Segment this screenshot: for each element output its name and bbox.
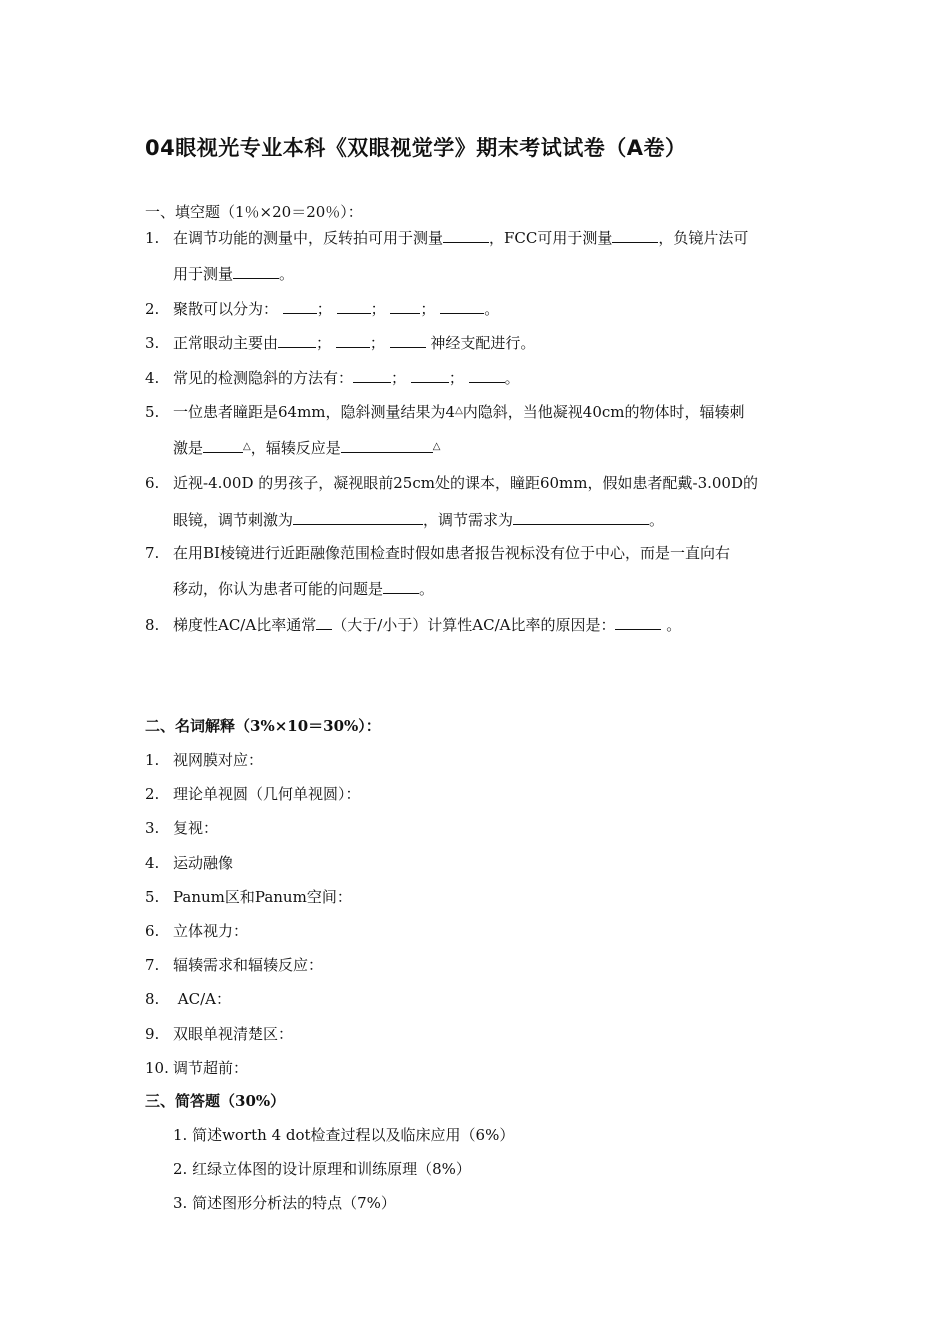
term-text: 运动融像 <box>173 853 234 872</box>
question-text: 眼镜，调节刺激为 <box>173 511 294 529</box>
blank[interactable] <box>233 263 279 279</box>
question-text: ，辐辏反应是 <box>250 439 341 457</box>
term-number: 9. <box>145 1024 160 1043</box>
blank[interactable] <box>612 227 658 243</box>
blank[interactable] <box>513 509 649 525</box>
question-4 <box>145 367 810 388</box>
term-item <box>145 783 810 804</box>
question-text: ，负镜片法可 <box>658 229 749 247</box>
blank[interactable] <box>383 578 419 594</box>
blank[interactable] <box>390 332 426 348</box>
term-item <box>145 749 810 770</box>
term-number: 1. <box>145 751 160 769</box>
blank[interactable] <box>615 614 661 630</box>
question-text: 在用BI棱镜进行近距融像范围检查时假如患者报告视标没有位于中心，而是一直向右 <box>173 544 730 562</box>
blank[interactable] <box>443 227 489 243</box>
term-number: 8. <box>145 990 160 1009</box>
question-text: 移动，你认为患者可能的问题是 <box>173 580 384 598</box>
question-number: 7. <box>145 544 160 562</box>
term-text: 双眼单视清楚区： <box>173 1024 294 1043</box>
term-item <box>145 988 810 1009</box>
section-heading-short-answer: 三、简答题（30%） <box>145 1092 286 1110</box>
question-text: 用于测量 <box>173 265 234 283</box>
question-text: 内隐斜，当他凝视40cm的物体时，辐辏刺 <box>462 403 745 421</box>
term-text: 视网膜对应： <box>173 751 264 769</box>
separator: ； <box>448 369 464 387</box>
question-text: 正常眼动主要由 <box>173 334 279 352</box>
question-text: 。 <box>484 300 500 318</box>
term-number: 6. <box>145 922 160 940</box>
term-text: 辐辏需求和辐辏反应： <box>173 956 324 975</box>
blank[interactable] <box>411 367 449 383</box>
prism-diopter-symbol: △ <box>432 441 441 452</box>
separator: ； <box>420 300 436 318</box>
question-6 <box>145 472 810 493</box>
blank[interactable] <box>341 437 433 453</box>
blank[interactable] <box>336 332 370 348</box>
blank[interactable] <box>278 332 316 348</box>
term-text: 复视： <box>173 819 219 838</box>
term-item <box>145 1023 810 1044</box>
question-number: 2. <box>145 300 160 318</box>
term-text: AC/A： <box>173 990 231 1009</box>
question-text: 梯度性AC/A比率通常 <box>173 616 317 634</box>
term-item <box>145 954 810 975</box>
question-text: 一位患者瞳距是64mm，隐斜测量结果为4 <box>173 403 456 421</box>
term-number: 5. <box>145 887 160 906</box>
question-number: 5. <box>145 403 160 421</box>
separator: ； <box>316 300 332 318</box>
question-text: 。 <box>504 369 520 387</box>
section-heading-terms: 二、名词解释（3%×10＝30%）： <box>145 717 381 735</box>
question-1 <box>145 227 810 248</box>
question-2 <box>145 298 810 319</box>
term-item <box>145 886 810 907</box>
separator: ； <box>370 300 386 318</box>
question-1-cont <box>173 263 294 284</box>
question-number: 1. <box>145 229 160 247</box>
term-text: 立体视力： <box>173 922 249 940</box>
question-text: 。 <box>279 265 295 283</box>
question-text: 。 <box>419 580 435 598</box>
question-number: 6. <box>145 474 160 492</box>
blank[interactable] <box>293 509 423 525</box>
separator: ； <box>391 369 407 387</box>
question-7 <box>145 542 810 563</box>
question-7-cont <box>173 578 434 599</box>
question-number: 3. <box>145 334 160 352</box>
question-text: 。 <box>649 511 665 529</box>
term-text: 理论单视圆（几何单视圆）： <box>173 785 361 804</box>
question-5 <box>145 401 810 422</box>
blank[interactable] <box>353 367 391 383</box>
blank[interactable] <box>337 298 371 314</box>
question-8 <box>145 614 810 635</box>
term-number: 7. <box>145 956 160 975</box>
question-text: ，调节需求为 <box>423 511 514 529</box>
question-text: 激是 <box>173 439 204 457</box>
short-answer-item: 3. 简述图形分析法的特点（7%） <box>173 1194 396 1212</box>
question-text: 近视-4.00D 的男孩子，凝视眼前25cm处的课本，瞳距60mm，假如患者配戴-3.00D的 <box>173 474 759 492</box>
section-heading-fill-blank: 一、填空题（1％×20＝20％）： <box>145 203 363 221</box>
question-text: （大于/小于）计算性AC/A比率的原因是： <box>332 616 616 634</box>
question-5-cont <box>173 437 440 458</box>
term-number: 2. <box>145 785 160 804</box>
separator: ； <box>369 334 385 352</box>
question-number: 4. <box>145 369 160 387</box>
blank[interactable] <box>390 298 420 314</box>
question-text: 常见的检测隐斜的方法有： <box>173 369 354 387</box>
term-item <box>145 1057 810 1078</box>
question-3 <box>145 332 810 353</box>
question-text: 神经支配进行。 <box>430 334 536 352</box>
short-answer-item: 2. 红绿立体图的设计原理和训练原理（8%） <box>173 1160 471 1178</box>
term-number: 10. <box>145 1058 169 1077</box>
blank[interactable] <box>469 367 505 383</box>
blank[interactable] <box>440 298 484 314</box>
term-text: Panum区和Panum空间： <box>173 887 352 906</box>
term-item <box>145 817 810 838</box>
short-answer-item: 1. 简述worth 4 dot检查过程以及临床应用（6%） <box>173 1126 515 1144</box>
question-text: ，FCC可用于测量 <box>489 229 613 247</box>
blank[interactable] <box>316 614 332 630</box>
question-text: 在调节功能的测量中，反转拍可用于测量 <box>173 229 444 247</box>
blank[interactable] <box>203 437 243 453</box>
question-6-cont <box>173 509 664 530</box>
separator: ； <box>316 334 332 352</box>
term-number: 3. <box>145 819 160 838</box>
prism-diopter-symbol: △ <box>455 405 463 416</box>
question-number: 8. <box>145 616 160 634</box>
page-title: 04眼视光专业本科《双眼视觉学》期末考试试卷（A卷） <box>145 136 687 160</box>
term-item <box>145 852 810 873</box>
blank[interactable] <box>283 298 317 314</box>
question-text: 聚散可以分为： <box>173 300 279 318</box>
term-item <box>145 920 810 941</box>
prism-diopter-symbol: △ <box>243 441 251 452</box>
question-text: 。 <box>666 616 682 634</box>
term-number: 4. <box>145 853 160 872</box>
term-text: 调节超前： <box>173 1058 249 1077</box>
